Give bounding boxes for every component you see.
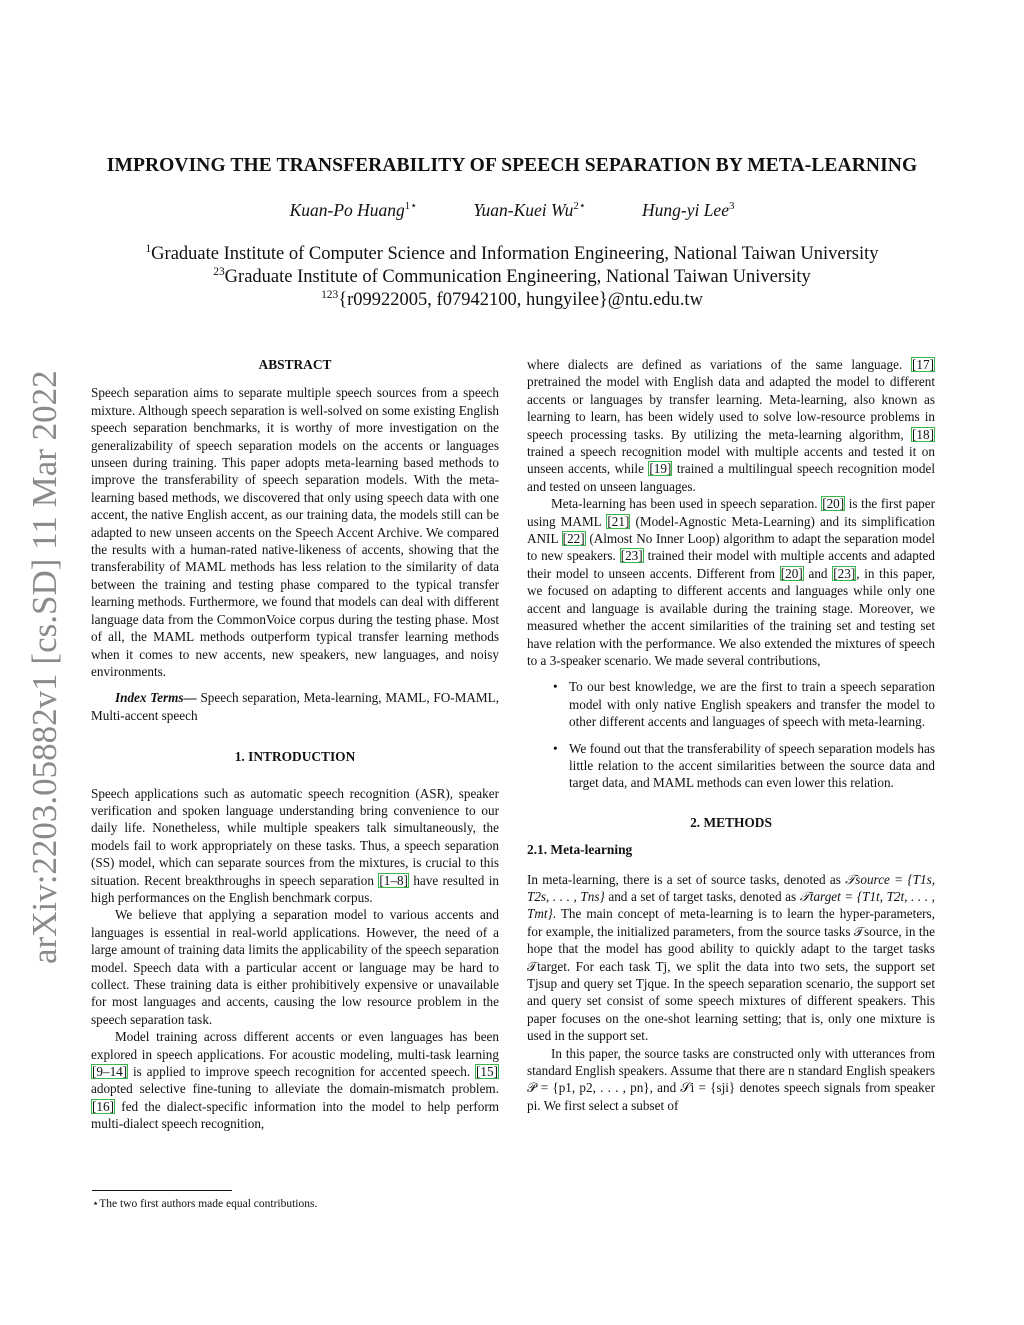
author: Yuan-Kuei $Wu^{2⋆}$	[473, 200, 586, 220]
citation-link[interactable]: [1–8]	[379, 872, 408, 888]
citation-link[interactable]: [17]	[912, 357, 934, 372]
author-list	[0, 200, 1024, 221]
abstract-heading: ABSTRACT	[258, 357, 332, 372]
intro-paragraph: We believe that applying a separation model to various accents and languages is essential in real-world applications. However, the need of a large amount of training data limits the applicability of the speech separation model. Speech data with a particular accent or language may be hard to collect. These training data is either prohibitively expensive or unavailable for most languages and accents, causing the low resource problem in the speech separation task.	[91, 907, 499, 1027]
citation-link[interactable]: [9–14]	[92, 1064, 128, 1080]
body-paragraph: Meta-learning has been used in speech separation. [20] is the first paper using MAML [21] (Model-Agnostic Meta-Learning) and its simplification ANIL [22] (Almost No Inner Loop) algorithm to adapt the separation model to new speakers. [23] trained their model with multiple accents and adapted their model to unseen accents. Different from [20] and [23], in this paper, we focused on adapting to different accents and languages while only one accent and language is available during the training stage. Moreover, we measured whether the accent similarities of the training set and testing set have relation with the performance. We also extended the mixtures of speech to a 3-speaker scenario. We made several contributions,	[527, 496, 936, 668]
body-paragraph: where dialects are defined as variations of the same language. [17] pretrained the model with English data and adapted the model to different accents or languages by transfer learning. Meta-learning, also known as learning to learn, has been widely used to solve low-resource problems in speech processing tasks. By utilizing the meta-learning algorithm, [18] trained a speech recognition model with multiple accents and tested it on unseen accents, while [19] trained a multilingual speech recognition model and tested on unseen languages.	[527, 357, 935, 494]
paper-title: IMPROVING THE TRANSFERABILITY OF SPEECH SEPARATION BY META-LEARNING	[106, 155, 918, 176]
footnote-rule	[92, 1190, 232, 1191]
methods-paragraph: In this paper, the source tasks are constructed only with utterances from standard English speakers. Assume that there are n standard English speakers 𝒫 = {p1, p2, . . . , pn}, and 𝒮i = {sji} denotes speech signals from speaker pi. We first select a subset of	[527, 1045, 935, 1113]
citation-link[interactable]: [20]	[822, 496, 845, 512]
index-terms: Index Terms— Speech separation, Meta-learning, MAML, FO-MAML, Multi-accent speech	[91, 690, 499, 723]
author: Hung-yi Lee$^3$	[641, 200, 735, 220]
citation-link[interactable]: [19]	[649, 461, 672, 477]
citation-link[interactable]: [22]	[562, 531, 585, 547]
author: Kuan-Po Huang$^{1⋆}$	[289, 200, 418, 220]
footnote: ⋆The two first authors made equal contributions.	[92, 1198, 318, 1210]
affiliation-emails: $^{123}${r09922005, f07942100, hungyilee}@ntu.edu.tw	[321, 288, 703, 310]
section-heading-introduction: 1. INTRODUCTION	[234, 749, 356, 765]
citation-link[interactable]: [15]	[476, 1064, 498, 1080]
right-column	[527, 356, 935, 1114]
arxiv-id: arXiv:2203.05882v1 [cs.SD] 11 Mar 2022	[25, 370, 64, 964]
section-heading-methods: 2. METHODS	[690, 814, 772, 830]
left-column	[91, 356, 499, 1133]
intro-paragraph: Model training across different accents or even languages has been explored in speech applications. For acoustic modeling, multi-task learning [9–14] is applied to improve speech recognition for accented speech. [15] adopted selective fine-tuning to alleviate the domain-mismatch problem. [16] fed the dialect-specific information into the model to help perform multi-dialect speech recognition,	[91, 1029, 499, 1132]
list-item: • We found out that the transferability of speech separation models has little relation to the accent similarities between the source data and target data, and MAML methods can even lower this relation.	[569, 740, 935, 792]
citation-link[interactable]: [20]	[780, 565, 803, 581]
citation-link[interactable]: [23]	[833, 565, 856, 581]
citation-link[interactable]: [23]	[620, 548, 643, 564]
citation-link[interactable]: [18]	[912, 426, 934, 442]
list-item: • To our best knowledge, we are the first to train a speech separation model with only native English speakers and transfer the model to other different accents and languages of speech with meta-learning.	[569, 678, 935, 730]
abstract-text: Speech separation aims to separate multiple speech sources from a speech mixture. Although speech separation is well-solved on some existing English speech separation benchmarks, it is worthy of more investigation on the generalizability of speech separation models on the accents or languages unseen during training. This paper adopts meta-learning based methods to improve the transferability of speech separation models. With the meta-learning based methods, we discovered that only using speech data with one accent, the native English accent, as our training data, the models still can be adapted to new unseen accents on the Speech Accent Archive. We compared the results with a human-rated native-likeness of accents, showing that the transferability of MAML methods has less relation to the similarity of data between the training and testing phase compared to the typical transfer learning methods. Furthermore, we found that models can deal with different language data from the CommonVoice corpus during the testing phase. Most of all, the MAML methods outperform typical transfer learning methods when it comes to new accents, new speakers, new languages, and noisy environments.	[91, 385, 499, 679]
affiliation-line: $^1$Graduate Institute of Computer Science and Information Engineering, National Taiwan University	[145, 242, 879, 264]
citation-link[interactable]: [16]	[92, 1098, 114, 1114]
intro-paragraph: Speech applications such as automatic speech recognition (ASR), speaker verification and spoken language understanding bring convenience to our daily life. Nonetheless, while multiple speakers talk simultaneously, the models fail to work appropriately on these tasks. Thus, a speech separation (SS) model, which can separate sources from the mixtures, is crucial to this situation. Recent breakthroughs in speech separation [1–8] have resulted in high performances on the English benchmark corpus.	[91, 785, 499, 905]
subsection-heading-meta-learning: 2.1. Meta-learning	[527, 842, 633, 858]
affiliation-line: $^{23}$Graduate Institute of Communication Engineering, National Taiwan University	[213, 265, 811, 287]
citation-link[interactable]: [21]	[607, 513, 630, 529]
arxiv-stamp	[18, 352, 66, 972]
methods-paragraph: In meta-learning, there is a set of source tasks, denoted as 𝒯source = {T1s, T2s, . . . , Tns} and a set of target tasks, denoted as 𝒯target = {T1t, T2t, . . . , Tmt}. The main concept of meta-learning is to learn the hyper-parameters, for example, the initialized parameters, from the source tasks 𝒯source, in the hope that the model has good ability to quickly adapt to the target tasks 𝒯target. For each task Tj, we split the data into two sets, the support set Tjsup and query set Tjque. In the speech separation scenario, the support set and query set consist of some speech mixtures of different speakers. This paper focuses on the one-shot learning setting; that is, only one mixture is used in the support set.	[527, 871, 935, 1044]
contribution-list	[527, 678, 935, 791]
